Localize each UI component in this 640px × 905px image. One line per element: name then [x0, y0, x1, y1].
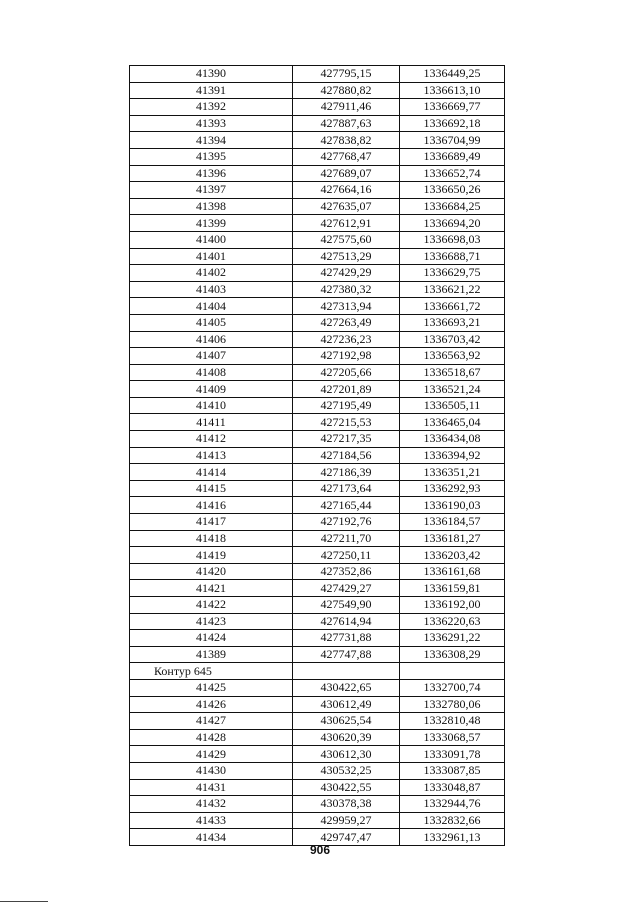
point-id-cell: 41428 — [130, 729, 293, 746]
x-coordinate-cell: 430422,55 — [293, 779, 400, 796]
y-coordinate-cell: 1336449,25 — [400, 66, 505, 83]
y-coordinate-cell: 1336351,21 — [400, 464, 505, 481]
table-row — [130, 580, 505, 597]
point-id-cell: 41418 — [130, 530, 293, 547]
y-coordinate-cell: 1336159,81 — [400, 580, 505, 597]
x-coordinate-cell: 427747,88 — [293, 646, 400, 663]
table-row — [130, 729, 505, 746]
y-coordinate-cell: 1333048,87 — [400, 779, 505, 796]
x-coordinate-cell: 427215,53 — [293, 414, 400, 431]
y-coordinate-cell: 1332780,06 — [400, 696, 505, 713]
x-coordinate-cell: 427217,35 — [293, 431, 400, 448]
table-row — [130, 381, 505, 398]
point-id-cell: 41408 — [130, 364, 293, 381]
x-coordinate-cell: 427173,64 — [293, 480, 400, 497]
point-id-cell: 41397 — [130, 182, 293, 199]
table-row — [130, 414, 505, 431]
x-coordinate-cell: 427664,16 — [293, 182, 400, 199]
x-coordinate-cell: 427192,76 — [293, 514, 400, 531]
x-coordinate-cell: 430612,49 — [293, 696, 400, 713]
y-coordinate-cell: 1332810,48 — [400, 713, 505, 730]
table-row — [130, 696, 505, 713]
x-coordinate-cell: 427429,27 — [293, 580, 400, 597]
table-row — [130, 597, 505, 614]
point-id-cell: 41431 — [130, 779, 293, 796]
point-id-cell: 41409 — [130, 381, 293, 398]
point-id-cell: 41404 — [130, 298, 293, 315]
y-coordinate-cell: 1336161,68 — [400, 563, 505, 580]
point-id-cell: 41407 — [130, 348, 293, 365]
y-coordinate-cell: 1332832,66 — [400, 812, 505, 829]
table-row — [130, 265, 505, 282]
y-coordinate-cell: 1336661,72 — [400, 298, 505, 315]
x-coordinate-cell: 427184,56 — [293, 447, 400, 464]
y-coordinate-cell: 1336181,27 — [400, 530, 505, 547]
x-coordinate-cell: 427614,94 — [293, 613, 400, 630]
y-coordinate-cell: 1336688,71 — [400, 248, 505, 265]
x-coordinate-cell: 430612,30 — [293, 746, 400, 763]
point-id-cell: 41426 — [130, 696, 293, 713]
table-row — [130, 331, 505, 348]
x-coordinate-cell: 427731,88 — [293, 630, 400, 647]
y-coordinate-cell: 1336434,08 — [400, 431, 505, 448]
table-row — [130, 779, 505, 796]
x-coordinate-cell: 427236,23 — [293, 331, 400, 348]
y-coordinate-cell: 1336192,00 — [400, 597, 505, 614]
y-coordinate-cell: 1336308,29 — [400, 646, 505, 663]
y-coordinate-cell: 1336518,67 — [400, 364, 505, 381]
point-id-cell: 41433 — [130, 812, 293, 829]
point-id-cell: 41422 — [130, 597, 293, 614]
point-id-cell: 41396 — [130, 165, 293, 182]
y-coordinate-cell: 1336669,77 — [400, 99, 505, 116]
y-coordinate-cell: 1336650,26 — [400, 182, 505, 199]
table-row — [130, 796, 505, 813]
x-coordinate-cell: 429959,27 — [293, 812, 400, 829]
y-coordinate-cell: 1336521,24 — [400, 381, 505, 398]
x-coordinate-cell: 427887,63 — [293, 115, 400, 132]
y-coordinate-cell: 1333091,78 — [400, 746, 505, 763]
coordinates-table — [129, 65, 505, 846]
point-id-cell: 41395 — [130, 148, 293, 165]
point-id-cell: 41391 — [130, 82, 293, 99]
table-row — [130, 397, 505, 414]
x-coordinate-cell: 427352,86 — [293, 563, 400, 580]
x-coordinate-cell: 427838,82 — [293, 132, 400, 149]
table-row — [130, 530, 505, 547]
table-row — [130, 298, 505, 315]
x-coordinate-cell: 427549,90 — [293, 597, 400, 614]
point-id-cell: 41412 — [130, 431, 293, 448]
table-row — [130, 480, 505, 497]
x-coordinate-cell — [293, 663, 400, 680]
table-row — [130, 497, 505, 514]
y-coordinate-cell: 1336184,57 — [400, 514, 505, 531]
x-coordinate-cell: 427795,15 — [293, 66, 400, 83]
point-id-cell: 41416 — [130, 497, 293, 514]
point-id-cell: 41434 — [130, 829, 293, 846]
y-coordinate-cell: 1336693,21 — [400, 314, 505, 331]
section-row — [130, 663, 505, 680]
x-coordinate-cell: 427263,49 — [293, 314, 400, 331]
point-id-cell: 41405 — [130, 314, 293, 331]
point-id-cell: 41392 — [130, 99, 293, 116]
point-id-cell: 41430 — [130, 762, 293, 779]
table-row — [130, 613, 505, 630]
x-coordinate-cell: 430422,65 — [293, 679, 400, 696]
point-id-cell: 41417 — [130, 514, 293, 531]
x-coordinate-cell: 427768,47 — [293, 148, 400, 165]
x-coordinate-cell: 430378,38 — [293, 796, 400, 813]
point-id-cell: 41394 — [130, 132, 293, 149]
coordinates-table-body — [130, 66, 505, 846]
table-row — [130, 165, 505, 182]
table-row — [130, 563, 505, 580]
table-row — [130, 198, 505, 215]
x-coordinate-cell: 430620,39 — [293, 729, 400, 746]
y-coordinate-cell: 1336684,25 — [400, 198, 505, 215]
x-coordinate-cell: 427165,44 — [293, 497, 400, 514]
x-coordinate-cell: 427911,46 — [293, 99, 400, 116]
table-row — [130, 746, 505, 763]
y-coordinate-cell: 1336621,22 — [400, 281, 505, 298]
x-coordinate-cell: 427575,60 — [293, 231, 400, 248]
point-id-cell: 41415 — [130, 480, 293, 497]
point-id-cell: 41402 — [130, 265, 293, 282]
point-id-cell: 41400 — [130, 231, 293, 248]
x-coordinate-cell: 427250,11 — [293, 547, 400, 564]
x-coordinate-cell: 427205,66 — [293, 364, 400, 381]
y-coordinate-cell: 1336652,74 — [400, 165, 505, 182]
point-id-cell: 41432 — [130, 796, 293, 813]
x-coordinate-cell: 427313,94 — [293, 298, 400, 315]
y-coordinate-cell: 1336694,20 — [400, 215, 505, 232]
x-coordinate-cell: 427880,82 — [293, 82, 400, 99]
point-id-cell: 41389 — [130, 646, 293, 663]
table-row — [130, 646, 505, 663]
y-coordinate-cell: 1336190,03 — [400, 497, 505, 514]
table-row — [130, 431, 505, 448]
x-coordinate-cell: 427429,29 — [293, 265, 400, 282]
point-id-cell: 41421 — [130, 580, 293, 597]
section-title: Контур 645 — [130, 663, 293, 680]
point-id-cell: 41423 — [130, 613, 293, 630]
table-row — [130, 182, 505, 199]
table-row — [130, 231, 505, 248]
table-row — [130, 514, 505, 531]
y-coordinate-cell: 1336689,49 — [400, 148, 505, 165]
point-id-cell: 41414 — [130, 464, 293, 481]
y-coordinate-cell: 1336394,92 — [400, 447, 505, 464]
table-row — [130, 314, 505, 331]
x-coordinate-cell: 427635,07 — [293, 198, 400, 215]
y-coordinate-cell: 1336703,42 — [400, 331, 505, 348]
point-id-cell: 41425 — [130, 679, 293, 696]
y-coordinate-cell: 1336704,99 — [400, 132, 505, 149]
y-coordinate-cell — [400, 663, 505, 680]
table-row — [130, 132, 505, 149]
x-coordinate-cell: 427380,32 — [293, 281, 400, 298]
table-row — [130, 348, 505, 365]
point-id-cell: 41401 — [130, 248, 293, 265]
table-row — [130, 248, 505, 265]
x-coordinate-cell: 427192,98 — [293, 348, 400, 365]
point-id-cell: 41390 — [130, 66, 293, 83]
point-id-cell: 41429 — [130, 746, 293, 763]
y-coordinate-cell: 1336220,63 — [400, 613, 505, 630]
point-id-cell: 41393 — [130, 115, 293, 132]
point-id-cell: 41399 — [130, 215, 293, 232]
y-coordinate-cell: 1332700,74 — [400, 679, 505, 696]
table-row — [130, 630, 505, 647]
table-row — [130, 762, 505, 779]
point-id-cell: 41413 — [130, 447, 293, 464]
table-row — [130, 281, 505, 298]
y-coordinate-cell: 1333068,57 — [400, 729, 505, 746]
y-coordinate-cell: 1336698,03 — [400, 231, 505, 248]
y-coordinate-cell: 1336692,18 — [400, 115, 505, 132]
x-coordinate-cell: 430625,54 — [293, 713, 400, 730]
table-row — [130, 364, 505, 381]
table-row — [130, 66, 505, 83]
table-row — [130, 464, 505, 481]
y-coordinate-cell: 1336629,75 — [400, 265, 505, 282]
y-coordinate-cell: 1336465,04 — [400, 414, 505, 431]
table-row — [130, 115, 505, 132]
point-id-cell: 41424 — [130, 630, 293, 647]
footer-rule — [0, 901, 48, 902]
x-coordinate-cell: 427513,29 — [293, 248, 400, 265]
point-id-cell: 41398 — [130, 198, 293, 215]
y-coordinate-cell: 1336505,11 — [400, 397, 505, 414]
table-row — [130, 812, 505, 829]
y-coordinate-cell: 1333087,85 — [400, 762, 505, 779]
x-coordinate-cell: 429747,47 — [293, 829, 400, 846]
x-coordinate-cell: 430532,25 — [293, 762, 400, 779]
table-row — [130, 713, 505, 730]
point-id-cell: 41427 — [130, 713, 293, 730]
table-row — [130, 447, 505, 464]
point-id-cell: 41420 — [130, 563, 293, 580]
x-coordinate-cell: 427201,89 — [293, 381, 400, 398]
x-coordinate-cell: 427612,91 — [293, 215, 400, 232]
x-coordinate-cell: 427186,39 — [293, 464, 400, 481]
y-coordinate-cell: 1336203,42 — [400, 547, 505, 564]
x-coordinate-cell: 427689,07 — [293, 165, 400, 182]
point-id-cell: 41411 — [130, 414, 293, 431]
page-number: 906 — [309, 843, 331, 857]
y-coordinate-cell: 1336292,93 — [400, 480, 505, 497]
y-coordinate-cell: 1336563,92 — [400, 348, 505, 365]
y-coordinate-cell: 1336613,10 — [400, 82, 505, 99]
y-coordinate-cell: 1332961,13 — [400, 829, 505, 846]
point-id-cell: 41419 — [130, 547, 293, 564]
x-coordinate-cell: 427195,49 — [293, 397, 400, 414]
y-coordinate-cell: 1332944,76 — [400, 796, 505, 813]
point-id-cell: 41403 — [130, 281, 293, 298]
y-coordinate-cell: 1336291,22 — [400, 630, 505, 647]
table-row — [130, 99, 505, 116]
table-row — [130, 679, 505, 696]
table-row — [130, 82, 505, 99]
table-row — [130, 547, 505, 564]
table-row — [130, 215, 505, 232]
x-coordinate-cell: 427211,70 — [293, 530, 400, 547]
point-id-cell: 41410 — [130, 397, 293, 414]
table-row — [130, 148, 505, 165]
point-id-cell: 41406 — [130, 331, 293, 348]
